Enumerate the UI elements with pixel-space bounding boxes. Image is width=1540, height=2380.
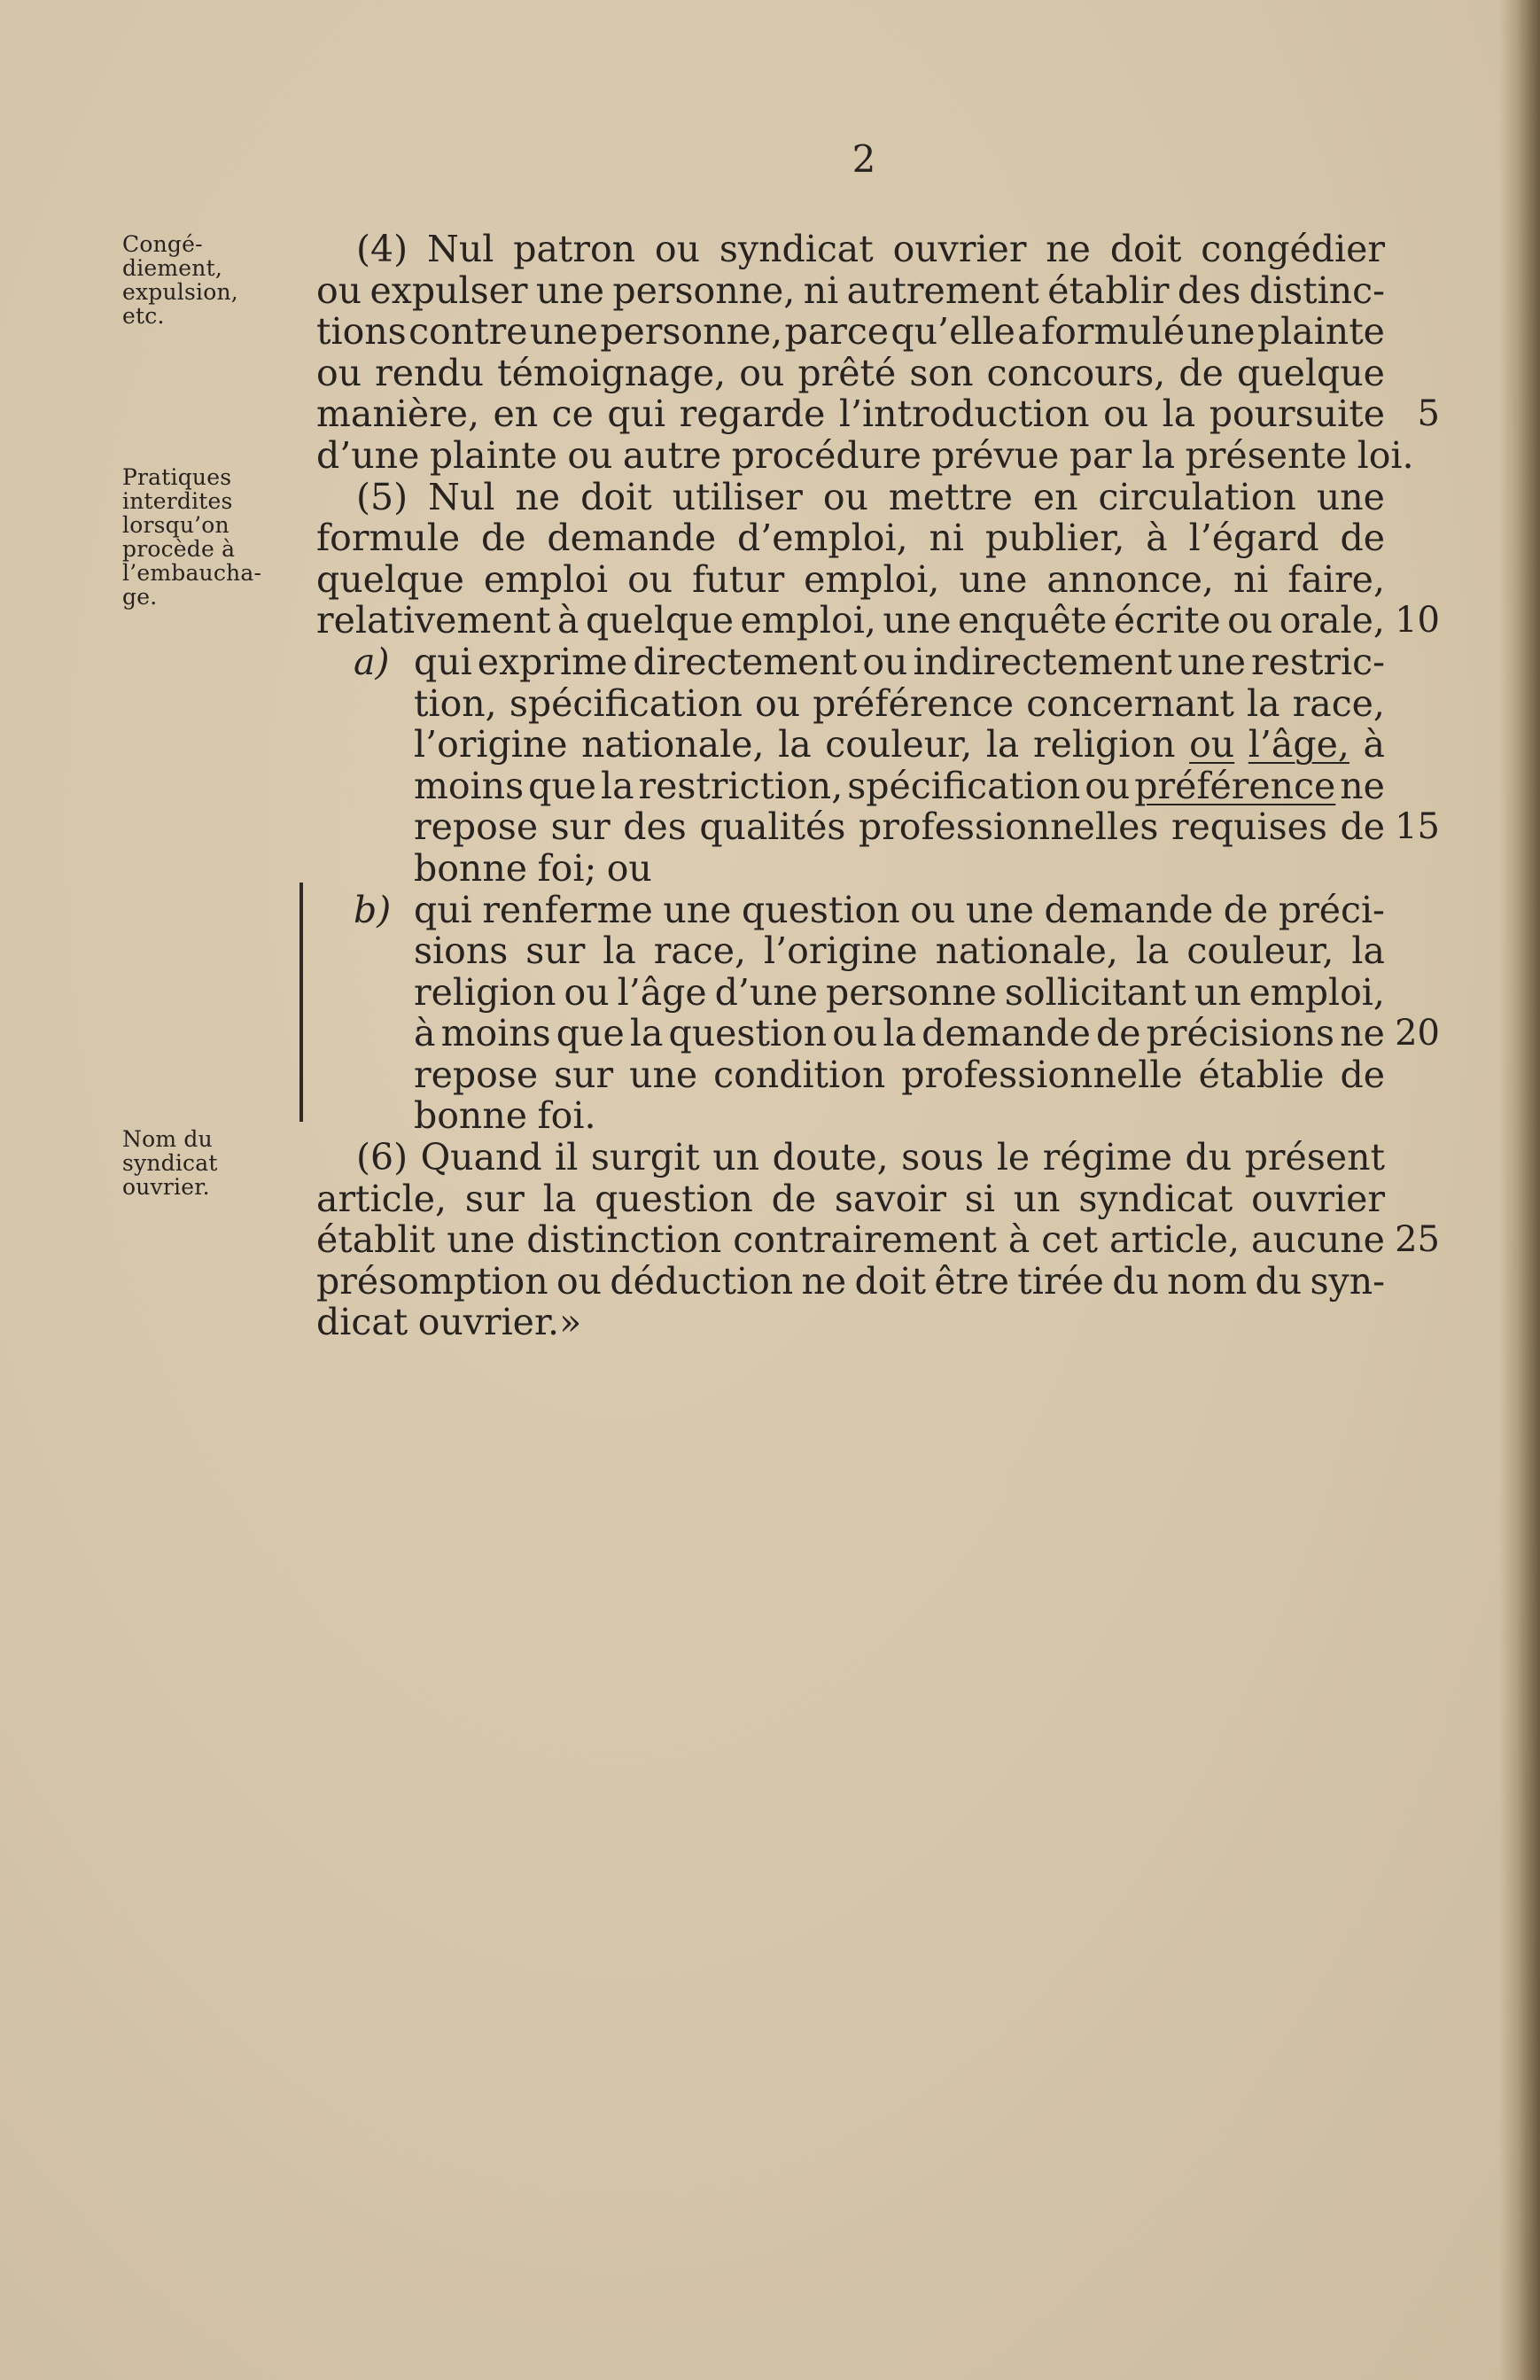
page-edge-shadow [1499,0,1540,2380]
body-text [316,228,1440,1344]
text-line: quelque emploi ou futur emploi, une annonce, ni faire, [316,557,1385,601]
text-line: tions contre une personne, parce qu’elle a formulé une plainte [316,310,1385,354]
page-number: 2 [852,137,876,181]
text-line: moins que la restriction, spécification ou préférence ne [414,764,1385,807]
text-line: article, sur la question de savoir si un syndicat ouvrier [316,1177,1385,1220]
text-line: manière, en ce qui regarde l’introduction ou la poursuite 5 [316,393,1440,436]
item-label: a) [354,640,390,683]
text-line: repose sur des qualités professionnelles requises de 15 [414,805,1440,849]
text-line: repose sur une condition professionnelle établie de [414,1053,1385,1096]
text-line: bonne foi; ou [414,846,652,890]
text-line: tion, spécification ou préférence concernant la race, [414,681,1385,725]
text-line: bonne foi. [414,1094,596,1138]
margin-note-nom-syndicat: Nom du syndicat ouvrier. [122,1126,218,1200]
margin-note-conge: Congé- diement, expulsion, etc. [122,231,238,329]
line-number: 25 [1395,1219,1440,1261]
text-line: ou rendu témoignage, ou prêté son concours, de quelque [316,351,1385,394]
line-number: 20 [1395,1013,1440,1054]
revision-bar [299,883,303,1122]
text-line: dicat ouvrier.» [316,1301,582,1344]
text-line: à moins que la question ou la demande de précisions ne 20 [414,1012,1440,1055]
text-line: (6) Quand il surgit un doute, sous le régime du présent [356,1136,1385,1179]
line-number: 10 [1395,600,1440,642]
text-line: ou expulser une personne, ni autrement établir des distinc- [316,268,1385,312]
text-line: religion ou l’âge d’une personne sollicitant un emploi, [414,970,1385,1014]
text-line: établit une distinction contrairement à cet article, aucune 25 [316,1218,1440,1262]
text-line: sions sur la race, l’origine nationale, la couleur, la [414,929,1385,973]
text-line: présomption ou déduction ne doit être tirée du nom du syn- [316,1259,1385,1303]
text-line: qui renferme une question ou une demande de préci- b) [354,888,1385,931]
text-line: (4) Nul patron ou syndicat ouvrier ne doit congédier [356,228,1385,270]
line-number: 15 [1395,806,1440,848]
text-line: formule de demande d’emploi, ni publier, à l’égard de [316,517,1385,560]
text-line: (5) Nul ne doit utiliser ou mettre en circulation une [356,475,1385,518]
margin-note-pratiques: Pratiques interdites lorsqu’on procède à l’embaucha- ge. [122,464,262,610]
text-line: d’une plainte ou autre procédure prévue par la présente loi. [316,433,1414,477]
text-line: relativement à quelque emploi, une enquête écrite ou orale, 10 [316,599,1440,642]
text-line: l’origine nationale, la couleur, la religion ou l’âge, à [414,723,1385,766]
line-number: 5 [1417,393,1440,435]
item-label: b) [354,888,392,931]
text-line: qui exprime directement ou indirectement une restric- a) [354,640,1385,683]
